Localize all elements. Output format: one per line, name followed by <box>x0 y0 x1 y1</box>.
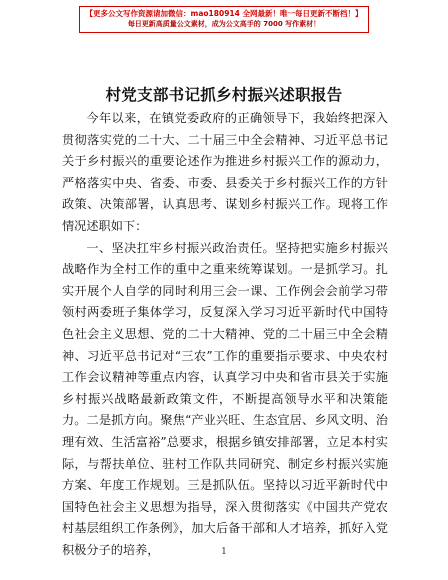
paragraph-section-1: 一、坚决扛牢乡村振兴政治责任。坚持把实施乡村振兴战略作为全村工作的重中之重来统筹谋划。一是抓学习。扎实开展个人自学的同时利用三会一课、工作例会会前学习带领村两委班子集体学习，反复深入学习习近平新时代中国特色社会主义思想、党的二十大精神、党的二十届三中全会精神、习近平总书记对“三农”工作的重要指示要求、中央农村工作会议精神等重点内容，认真学习中央和省市县关于实施乡村振兴战略最新政策文件，不断提高领导水平和决策能力。二是抓方向。聚焦“产业兴旺、生态宜居、乡风文明、治理有效、生活富裕”总要求，根据乡镇安排部署，立足本村实际，与帮扶单位、驻村工作队共同研究、制定乡村振兴实施方案、年度工作规划。三是抓队伍。坚持以习近平新时代中国特色社会主义思想为指导，深入贯彻落实《中国共产党农村基层组织工作条例》，加大后备干部和人才培养，抓好入党积极分子的培养， <box>62 240 388 557</box>
promo-banner-line2: 每日更新高质量公文素材，成为公文高手的 7000 写作素材！ <box>127 20 321 28</box>
document-title: 村党支部书记抓乡村振兴述职报告 <box>105 86 343 104</box>
promo-banner <box>0 6 448 33</box>
paragraph-intro: 今年以来，在镇党委政府的正确领导下，我始终把深入贯彻落实党的二十大、二十届三中全会精神、习近平总书记关于乡村振兴的重要论述作为推进乡村振兴工作的源动力，严格落实中央、省委、市委、县委关于乡村振兴工作的方针政策、决策部署，认真思考、谋划乡村振兴工作。现将工作情况述职如下： <box>62 111 388 233</box>
promo-banner-line1: 【更多公文写作资源请加微信：mao180914 全网最新！唯一每日更新不断档！】 <box>85 9 363 18</box>
document-body <box>62 108 388 561</box>
page-number: 1 <box>221 547 227 557</box>
promo-banner-box <box>79 6 370 33</box>
